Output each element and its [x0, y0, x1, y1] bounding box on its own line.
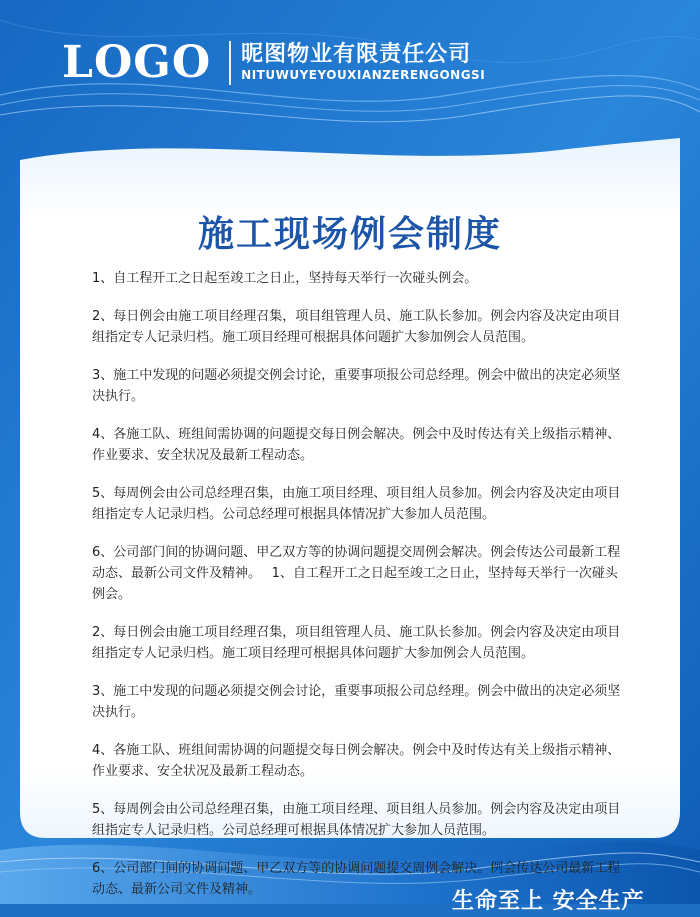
rule-paragraph: 6、公司部门间的协调问题、甲乙双方等的协调问题提交周例会解决。例会传达公司最新工程动态、最新公司文件及精神。 1、自工程开工之日起至竣工之日止，坚持每天举行一次碰头例会。	[92, 545, 621, 602]
rule-paragraph: 5、每周例会由公司总经理召集，由施工项目经理、项目组人员参加。例会内容及决定由项目组指定专人记录归档。公司总经理可根据具体情况扩大参加人员范围。	[92, 802, 621, 838]
rule-paragraph: 1、自工程开工之日起至竣工之日止，坚持每天举行一次碰头例会。	[92, 271, 478, 286]
header-divider	[229, 41, 231, 85]
footer-slogan: 生命至上 安全生产	[452, 889, 645, 914]
rule-paragraph: 4、各施工队、班组间需协调的问题提交每日例会解决。例会中及时传达有关上级指示精神、作业要求、安全状况及最新工程动态。	[92, 427, 621, 463]
logo: LOGO	[62, 37, 212, 88]
rule-paragraph: 2、每日例会由施工项目经理召集，项目组管理人员、施工队长参加。例会内容及决定由项目组指定专人记录归档。施工项目经理可根据具体问题扩大参加例会人员范围。	[92, 625, 621, 661]
header	[62, 38, 485, 88]
document-title: 施工现场例会制度	[197, 214, 502, 255]
rule-paragraph: 3、施工中发现的问题必须提交例会讨论，重要事项报公司总经理。例会中做出的决定必须坚决执行。	[92, 684, 621, 720]
rule-paragraph: 2、每日例会由施工项目经理召集，项目组管理人员、施工队长参加。例会内容及决定由项目组指定专人记录归档。施工项目经理可根据具体问题扩大参加例会人员范围。	[92, 309, 621, 345]
company-block	[241, 42, 485, 84]
rule-paragraph: 3、施工中发现的问题必须提交例会讨论，重要事项报公司总经理。例会中做出的决定必须坚决执行。	[92, 368, 621, 404]
company-name-en: NITUWUYEYOUXIANZERENGONGSI	[241, 68, 486, 83]
company-name-cn: 昵图物业有限责任公司	[241, 42, 472, 67]
rule-paragraph: 5、每周例会由公司总经理召集，由施工项目经理、项目组人员参加。例会内容及决定由项目组指定专人记录归档。公司总经理可根据具体情况扩大参加人员范围。	[92, 486, 621, 522]
rule-paragraph: 4、各施工队、班组间需协调的问题提交每日例会解决。例会中及时传达有关上级指示精神、作业要求、安全状况及最新工程动态。	[92, 743, 621, 779]
rule-paragraph: 6、公司部门间的协调问题、甲乙双方等的协调问题提交周例会解决。例会传达公司最新工程动态、最新公司文件及精神。	[92, 861, 621, 897]
rules-content	[92, 268, 630, 917]
